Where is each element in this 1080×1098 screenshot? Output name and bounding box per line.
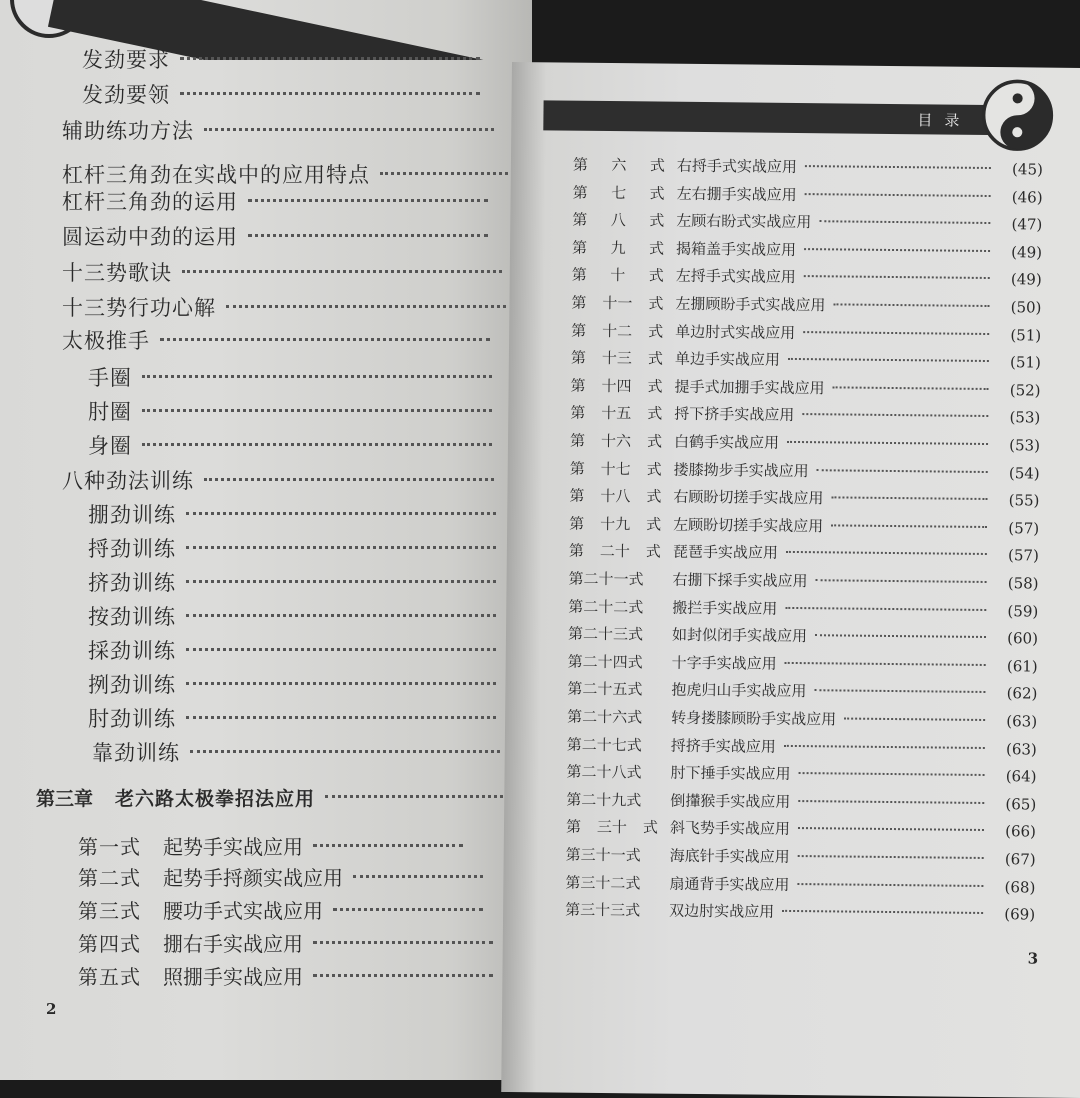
page-ref: (45) [1012,160,1043,179]
leader-dots [204,478,494,481]
form-title: 搬拦手实战应用 [672,598,778,618]
toc-entry-title: 辅助练功方法 [62,119,194,143]
form-number-part: 式 [646,515,662,534]
leader-dots [353,875,483,878]
leader-dots [798,855,984,859]
leader-dots [804,275,990,279]
form-number-part: 式 [647,377,663,396]
section-entry [78,831,463,860]
form-number-part: 第 [565,817,582,837]
toc-entry-title: 杠杆三角劲在实战中的应用特点 [62,163,370,187]
section-entry [78,961,493,990]
page-ref: (63) [1005,739,1037,759]
page-ref: (54) [1008,463,1040,483]
form-number-part: 式 [647,404,663,423]
form-number [572,236,664,258]
toc-row [568,568,1038,594]
section-title: 起势手实战应用 [163,835,303,859]
page-ref: (61) [1006,657,1038,676]
leader-dots [802,413,988,417]
form-number-part: 第 [568,542,584,561]
leader-dots [325,795,515,798]
page-ref: (53) [1009,408,1041,427]
form-number-part: 第二十三式 [567,624,644,644]
form-title: 揭箱盖手实战应用 [675,239,797,259]
toc-row [567,733,1037,759]
form-number-part: 十二 [602,321,633,340]
leader-dots [782,910,983,914]
page-ref: (63) [1006,712,1038,731]
form-number-part: 式 [646,487,662,506]
leader-dots [799,772,985,776]
toc-entry [62,292,506,322]
toc-entry [88,601,496,631]
form-title: 左顾右盼式实战应用 [676,211,812,232]
toc-row [571,319,1041,345]
toc-row [566,788,1036,814]
form-number-part: 第 [571,238,588,257]
leader-dots [784,744,985,748]
toc-entry [62,115,494,145]
section-title: 起势手捋颜实战应用 [163,866,343,890]
form-title: 琵琶手实战应用 [672,543,778,563]
toc-row [571,292,1041,318]
form-number-part: 七 [611,183,627,202]
form-title: 双边肘实战应用 [669,901,775,921]
leader-dots [186,546,496,549]
leader-dots [785,662,986,666]
toc-row [572,236,1042,262]
form-title: 左掤顾盼手式实战应用 [675,294,826,315]
leader-dots [833,303,989,307]
page-ref: (55) [1008,491,1040,510]
form-number-part: 十三 [601,349,632,368]
leader-dots [226,305,506,308]
form-number-part: 十 [610,266,626,285]
toc-entry-title: 十三势歌诀 [62,261,172,285]
form-number [572,209,664,231]
leader-dots [186,512,496,515]
toc-entry [88,669,496,699]
toc-entry-title: 太极推手 [62,329,150,353]
form-number [569,485,661,507]
form-title: 扇通背手实战应用 [669,874,790,894]
leader-dots [788,358,989,362]
form-number-part: 式 [648,239,665,258]
form-number-part: 三十 [596,818,628,837]
page-ref: (57) [1007,546,1039,565]
section-number: 第一式 [78,835,141,859]
toc-row [570,402,1040,428]
form-title: 海底针手实战应用 [669,846,790,866]
toc-entry-title: 圆运动中劲的运用 [62,225,238,249]
form-number [568,623,660,645]
form-number-part: 第 [570,404,586,423]
form-title: 左顾盼切搓手实战应用 [673,515,824,536]
form-title: 右捋手式实战应用 [676,156,798,176]
page-ref: (62) [1006,684,1038,703]
toc-row [569,512,1039,538]
leader-dots [805,193,991,197]
form-number-part: 第三十二式 [565,873,641,892]
leader-dots [819,220,990,224]
toc-entry-title: 肘圈 [88,400,132,424]
toc-entry-title: 发劲要领 [82,83,170,107]
toc-entry-title: 捋劲训练 [88,537,176,561]
page-ref: (49) [1011,243,1043,262]
toc-row [568,623,1038,649]
toc-row [568,595,1038,621]
form-number [570,457,662,479]
form-number [569,540,661,562]
page-ref: (67) [1004,850,1036,869]
form-number-part: 第 [571,293,587,312]
form-number-part: 八 [610,211,626,230]
page-ref: (64) [1005,767,1037,786]
toc-row [566,761,1036,787]
page-ref: (66) [1005,822,1037,841]
leader-dots [186,682,496,685]
form-number-part: 十八 [600,487,631,506]
form-number-part: 十四 [601,376,632,396]
form-number-part: 十七 [600,459,631,478]
form-number-part: 十九 [600,514,631,534]
form-number-part: 式 [649,156,666,175]
form-title: 左右掤手实战应用 [676,184,797,204]
leader-dots [797,883,983,887]
leader-dots [142,443,492,446]
form-number-part: 第 [570,348,587,367]
toc-entry [88,499,496,529]
toc-row [567,706,1037,732]
form-title: 右掤下採手实战应用 [672,570,808,591]
toc-entry [82,44,480,74]
page-ref: (53) [1009,436,1041,455]
toc-entry-title: 按劲训练 [88,605,176,629]
header-bar [543,100,1013,135]
header-title: 目录 [917,111,972,130]
right-page [501,62,1080,1098]
form-title: 搂膝拗步手实战应用 [673,460,809,480]
form-number-part: 式 [649,211,665,230]
form-number [567,733,659,755]
leader-dots [815,634,986,638]
toc-entry [88,567,496,597]
form-number-part: 十五 [601,404,632,423]
leader-dots [313,974,493,977]
toc-row [573,154,1043,180]
toc-entry-title: 掤劲训练 [88,503,176,527]
leader-dots [160,338,490,341]
leader-dots [798,800,984,804]
form-number [570,402,662,424]
page-ref: (51) [1010,325,1042,345]
form-title: 肘下捶手实战应用 [670,763,791,784]
toc-entry [62,325,490,355]
form-number [571,292,663,314]
toc-entry-title: 採劲训练 [88,639,176,663]
toc-row [567,678,1037,704]
form-number-part: 式 [647,349,663,368]
toc-entry [62,186,488,216]
page-ref: (69) [1004,905,1036,924]
toc-entry [88,635,496,665]
form-number-part: 式 [646,432,663,451]
leader-dots [803,331,989,335]
form-number [571,374,663,396]
leader-dots [333,908,483,911]
toc-row [565,871,1035,897]
toc-entry-title: 身圈 [88,434,132,458]
form-title: 单边肘式实战应用 [675,322,796,342]
toc-row [566,844,1036,870]
leader-dots [798,827,984,831]
leader-dots [816,579,987,583]
section-number: 第二式 [78,866,141,890]
form-title: 转身搂膝顾盼手实战应用 [671,708,837,729]
page-ref: (46) [1011,187,1043,207]
toc-entry-title: 靠劲训练 [92,741,180,765]
toc-entry [88,533,496,563]
toc-entry [62,257,502,287]
form-number-part: 十六 [600,431,632,451]
leader-dots [844,718,985,721]
toc-row [572,209,1042,235]
leader-dots [204,128,494,131]
form-number-part: 式 [642,818,659,837]
page-ref: (49) [1010,270,1042,289]
form-number-part: 第二十五式 [567,680,643,699]
form-number-part: 第 [570,376,586,395]
form-number-part: 第 [571,266,587,285]
page-ref: (68) [1004,877,1036,897]
toc-row [572,264,1042,290]
toc-row [566,816,1036,842]
form-number-part: 第 [572,210,588,229]
toc-row [565,899,1035,925]
leader-dots [833,386,989,390]
page-ref: (51) [1009,353,1041,372]
form-number-part: 第二十九式 [566,790,642,810]
page-number-right: 3 [1027,949,1039,968]
form-number-part: 第 [569,486,585,505]
leader-dots [831,524,987,528]
toc-row [568,650,1038,676]
leader-dots [248,199,488,202]
leader-dots [313,844,463,847]
toc-entry-title: 挤劲训练 [88,571,176,595]
chapter-title: 老六路太极拳招法应用 [115,788,316,810]
toc-entry [88,703,496,733]
leader-dots [190,750,500,753]
form-number-part: 第 [572,155,589,174]
form-number [572,264,664,286]
form-number [567,706,659,728]
toc-entry-title: 挒劲训练 [88,673,176,697]
form-number [573,181,665,203]
toc-entry-title: 肘劲训练 [88,707,176,731]
form-number-part: 第三十三式 [565,900,641,920]
form-number [566,788,658,810]
form-number-part: 式 [648,322,664,341]
form-number-part: 第二十六式 [567,707,643,727]
leader-dots [805,165,991,169]
yin-yang-icon [981,79,1054,152]
form-number [571,347,663,369]
form-number [565,899,657,921]
form-title: 单边手实战应用 [674,349,781,370]
leader-dots [380,172,520,175]
page-ref: (59) [1007,601,1039,621]
page-ref: (52) [1009,381,1041,400]
page-ref: (57) [1008,519,1040,538]
form-number-part: 式 [648,266,664,285]
leader-dots [814,690,985,694]
page-ref: (47) [1011,215,1043,234]
leader-dots [785,606,986,610]
form-number-part: 六 [611,156,627,175]
form-number-part: 九 [610,238,626,257]
form-number-part: 式 [648,294,664,313]
page-ref: (60) [1007,629,1039,648]
toc-entry [62,221,488,251]
page-ref: (50) [1010,298,1042,317]
toc-entry-title: 十三势行功心解 [62,296,216,320]
toc-entry [88,396,492,426]
toc-row [573,181,1043,207]
form-number [570,430,662,452]
section-number: 第三式 [78,899,141,923]
page-ref: (65) [1005,795,1037,814]
toc-row [569,540,1039,566]
form-number-part: 第三十一式 [565,845,641,865]
form-title: 抱虎归山手实战应用 [671,681,807,701]
leader-dots [180,57,480,60]
form-number-part: 第 [569,459,585,478]
form-number [568,595,660,617]
leader-dots [180,92,480,95]
section-entry [78,928,493,957]
leader-dots [186,716,496,719]
toc-entry [62,159,520,189]
left-page [0,0,532,1080]
section-number: 第五式 [78,965,141,989]
toc-row [571,347,1041,373]
page-ref: (58) [1007,574,1039,593]
form-number-part: 第二十一式 [568,569,644,589]
form-title: 提手式加掤手实战应用 [674,377,825,398]
section-title: 掤右手实战应用 [163,932,303,956]
form-number [567,678,659,700]
section-entry [78,895,483,924]
form-number-part: 第二十二式 [568,597,644,616]
form-number [571,319,663,341]
form-number-part: 第 [571,321,587,340]
toc-row [570,457,1040,483]
chapter-number: 第三章 [36,788,94,810]
form-title: 捋下挤手实战应用 [674,405,795,425]
form-number-part: 第 [569,514,585,533]
form-number [568,650,660,672]
form-title: 左捋手式实战应用 [675,267,796,287]
toc-row [570,430,1040,456]
form-number [566,761,658,783]
toc-row [569,485,1039,511]
leader-dots [248,234,488,237]
section-title: 腰功手式实战应用 [163,899,323,923]
leader-dots [313,941,493,944]
leader-dots [831,497,987,501]
leader-dots [142,375,492,378]
toc-entry-title: 八种劲法训练 [62,469,194,493]
section-entry [78,862,483,891]
toc-entry [62,465,494,495]
form-number [566,816,658,838]
leader-dots [804,248,990,252]
leader-dots [786,551,987,555]
toc-entry [92,737,500,767]
toc-entry [88,362,492,392]
form-number-part: 式 [649,184,665,203]
form-number [569,512,661,534]
leader-dots [142,409,492,412]
form-title: 白鹤手实战应用 [673,432,780,452]
form-number [565,871,657,893]
form-title: 十字手实战应用 [671,653,777,673]
chapter-heading [36,784,515,811]
form-title: 如封似闭手实战应用 [671,625,808,646]
leader-dots [182,270,502,273]
section-number: 第四式 [78,932,141,956]
leader-dots [817,469,988,473]
toc-entry [82,79,480,109]
form-title: 倒攆猴手实战应用 [670,791,791,811]
leader-dots [186,648,496,651]
page-number-left: 2 [46,1000,57,1018]
form-number-part: 式 [645,542,661,561]
form-number [568,568,660,590]
toc-entry-title: 杠杆三角劲的运用 [62,190,238,214]
toc-entry-title: 发劲要求 [82,48,170,72]
form-number-part: 十一 [602,293,633,313]
form-number-part: 第二十四式 [567,652,643,672]
form-number-part: 第 [569,431,586,450]
form-number-part: 二十 [599,542,630,561]
form-number [566,844,658,866]
form-title: 右顾盼切搓手实战应用 [673,487,824,508]
toc-entry-title: 手圈 [88,366,132,390]
form-number-part: 式 [646,460,662,479]
leader-dots [787,441,988,445]
section-title: 照掤手实战应用 [163,965,303,989]
leader-dots [186,580,496,583]
toc-entry [88,430,492,460]
form-number-part: 第二十七式 [566,735,642,754]
toc-row [571,374,1041,400]
leader-dots [186,614,496,617]
form-number [573,154,665,176]
form-title: 斜飞势手实战应用 [669,819,791,839]
form-number-part: 第二十八式 [566,762,642,782]
form-number-part: 第 [572,183,588,202]
form-title: 捋挤手实战应用 [670,736,776,756]
